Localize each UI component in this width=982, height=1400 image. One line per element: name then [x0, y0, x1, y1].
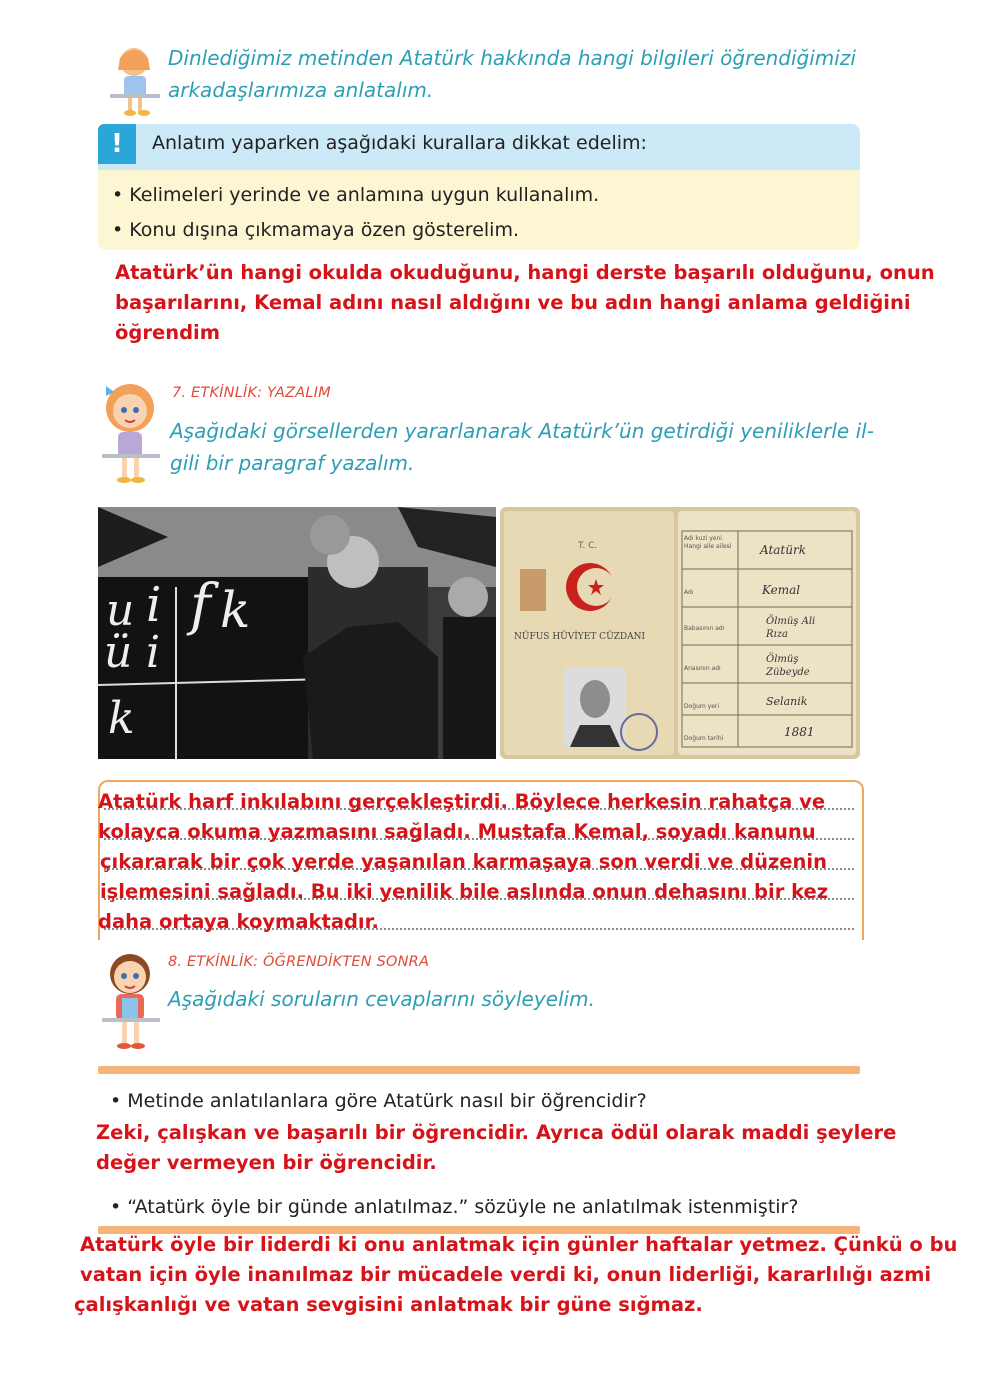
id-row-5-label: Doğum yeri: [684, 703, 720, 710]
blackboard-letter-2: i: [146, 577, 162, 633]
id-card-grid: [680, 527, 856, 751]
id-card-title: NÜFUS HÜVİYET CÜZDANI: [514, 632, 646, 642]
blackboard-letter-5: ü: [104, 627, 133, 678]
rules-item-2-text: Konu dışına çıkmamaya özen gösterelim.: [129, 219, 519, 241]
id-row-4-value: Ölmüş Zübeyde: [766, 654, 810, 678]
id-card-tc: T. C.: [578, 541, 598, 551]
answer-q1-line-2: değer vermeyen bir öğrencidir.: [96, 1151, 437, 1174]
ataturk-id-card-photo: [500, 507, 860, 759]
answer-q2-line-2: vatan için öyle inanılmaz bir mücadele verdi ki, onun liderliği, kararlılığı azmi: [80, 1263, 932, 1286]
intro-line-1: Dinlediğimiz metinden Atatürk hakkında hangi bilgileri öğrendiğimizi: [168, 46, 856, 70]
ataturk-blackboard-photo: [98, 507, 496, 759]
answer-1-line-1: Atatürk’ün hangi okulda okuduğunu, hangi derste başarılı olduğunu, onun: [115, 261, 935, 284]
rules-item-2: • Konu dışına çıkmamaya özen gösterelim.: [112, 219, 519, 241]
id-row-6-value: 1881: [784, 725, 815, 739]
id-row-1-label: Adı kuzi yeni Hangi aile ailesi: [684, 535, 732, 550]
answer-2-line-5: daha ortaya koymaktadır.: [98, 910, 379, 933]
rules-item-1: • Kelimeleri yerinde ve anlamına uygun kullanalım.: [112, 184, 600, 206]
id-row-3-value: Ölmüş Ali Rıza: [766, 616, 816, 640]
id-card-stamp: [520, 569, 546, 611]
answer-2-line-4: işlemesini sağladı. Bu iki yenilik bile aslında onun dehasını bir kez: [100, 880, 829, 903]
blackboard-letter-4: k: [220, 581, 251, 639]
id-row-6-label: Doğum tarihi: [684, 735, 724, 742]
id-row-1-value: Atatürk: [760, 543, 806, 557]
mascot-girl-activity-7: [100, 378, 162, 486]
answer-q2-line-3: çalışkanlığı ve vatan sevgisini anlatmak bir güne sığmaz.: [74, 1293, 703, 1316]
blackboard-letter-7: k: [108, 693, 135, 744]
id-row-3-label: Babasının adı: [684, 625, 725, 632]
exclamation-icon: !: [98, 124, 136, 164]
activity-8-title: 8. ETKİNLİK: ÖĞRENDİKTEN SONRA: [168, 954, 430, 970]
question-1-text: Metinde anlatılanlara göre Atatürk nasıl bir öğrencidir?: [127, 1090, 647, 1112]
blackboard-letter-1: u: [106, 585, 135, 636]
id-row-5-value: Selanik: [766, 695, 808, 708]
mascot-girl-activity-8: [100, 946, 162, 1054]
rules-item-1-text: Kelimeleri yerinde ve anlamına uygun kullanalım.: [129, 184, 600, 206]
answer-2-line-3: çıkararak bir çok yerde yaşanılan karmaşaya son verdi ve düzenin: [100, 850, 827, 873]
question-2: • “Atatürk öyle bir günde anlatılmaz.” sözüyle ne anlatılmak istenmiştir?: [110, 1196, 799, 1218]
answer-1-line-3: öğrendim: [115, 321, 221, 344]
activity-7-title: 7. ETKİNLİK: YAZALIM: [172, 385, 331, 401]
answer-2-line-2: kolayca okuma yazmasını sağladı. Mustafa Kemal, soyadı kanunu: [98, 820, 816, 843]
answer-1-line-2: başarılarını, Kemal adını nasıl aldığını ve bu adın hangi anlama geldiğini: [115, 291, 911, 314]
activity-7-line-1: Aşağıdaki görsellerden yararlanarak Atatürk’ün getirdiği yeniliklerle il-: [170, 419, 874, 443]
question-1: • Metinde anlatılanlara göre Atatürk nasıl bir öğrencidir?: [110, 1090, 647, 1112]
activity-8-line-1: Aşağıdaki soruların cevaplarını söyleyelim.: [168, 987, 595, 1011]
blackboard-letter-6: i: [146, 627, 161, 678]
activity-7-line-2: gili bir paragraf yazalım.: [170, 451, 415, 475]
question-2-text: “Atatürk öyle bir günde anlatılmaz.” sözüyle ne anlatılmak istenmiştir?: [127, 1196, 799, 1218]
id-row-4-label: Anasının adı: [684, 665, 721, 672]
id-card-portrait: [564, 667, 626, 747]
orange-divider-1: [98, 1066, 860, 1074]
id-row-2-value: Kemal: [762, 583, 801, 597]
answer-q2-line-1: Atatürk öyle bir liderdi ki onu anlatmak için günler haftalar yetmez. Çünkü o bu: [80, 1233, 958, 1256]
id-card-seal: [620, 713, 658, 751]
answer-q1-line-1: Zeki, çalışkan ve başarılı bir öğrencidir. Ayrıca ödül olarak maddi şeylere: [96, 1121, 897, 1144]
intro-line-2: arkadaşlarımıza anlatalım.: [168, 78, 434, 102]
rules-heading: Anlatım yaparken aşağıdaki kurallara dikkat edelim:: [152, 132, 647, 154]
blackboard-letter-3: f: [190, 573, 211, 638]
crescent-star-icon: [562, 559, 618, 615]
mascot-girl-top: [106, 40, 164, 116]
answer-2-line-1: Atatürk harf inkılabını gerçekleştirdi. Böylece herkesin rahatça ve: [98, 790, 826, 813]
id-row-2-label: Adı: [684, 589, 694, 596]
